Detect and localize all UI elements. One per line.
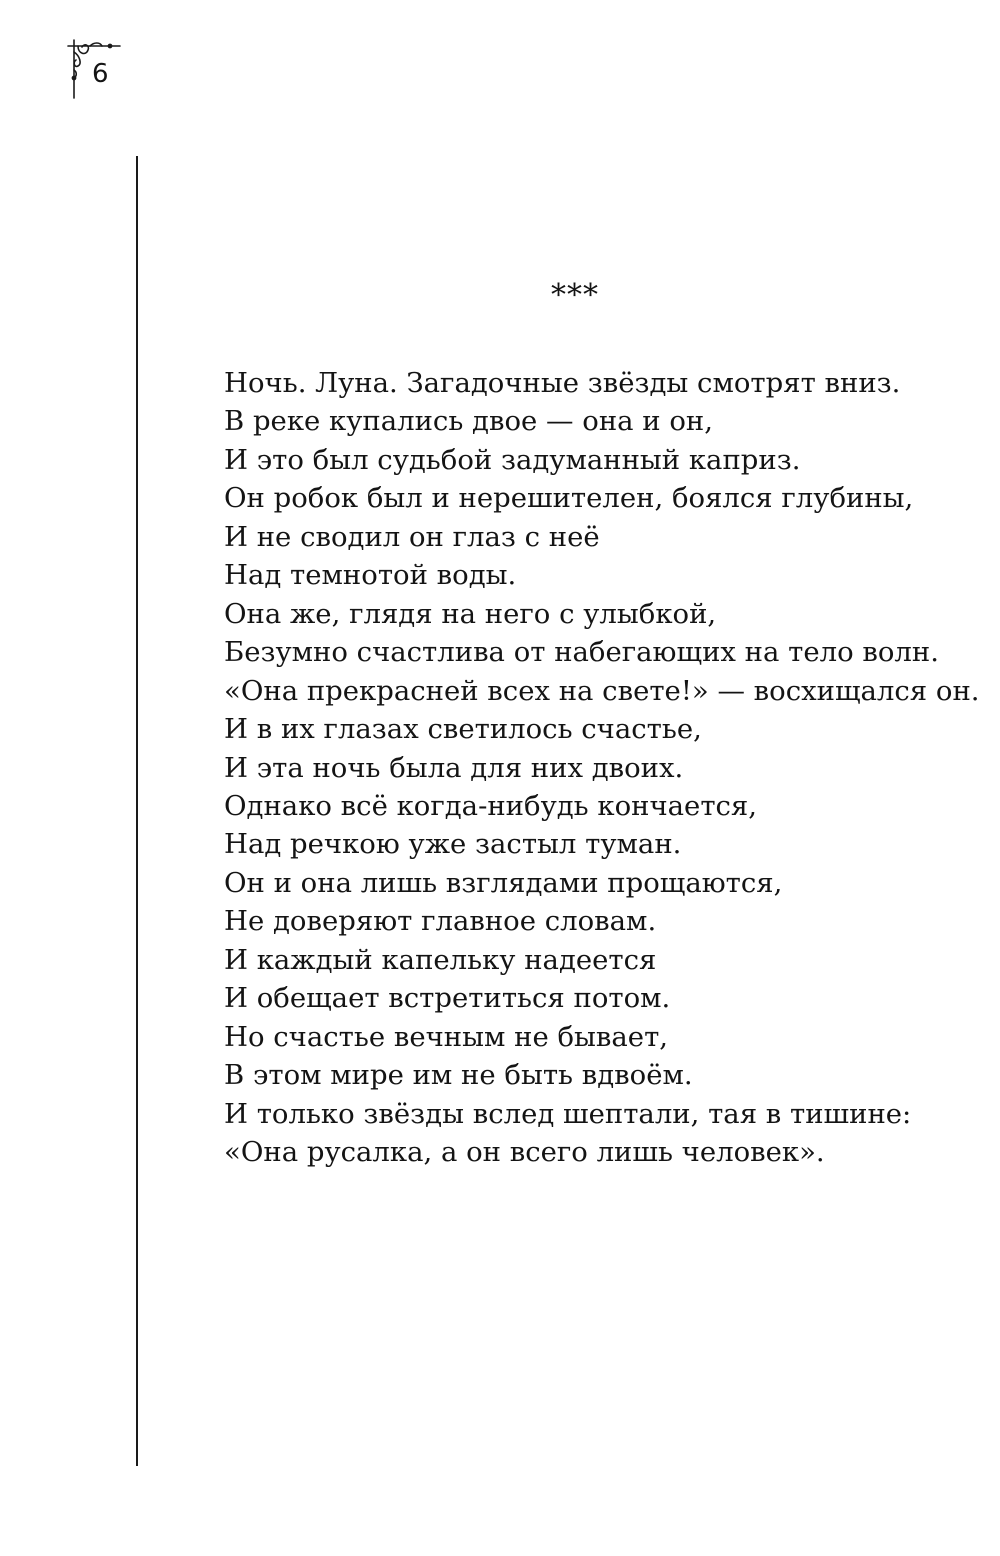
poem-line: Над темнотой воды. — [224, 559, 517, 592]
poem-line: Она же, глядя на него с улыбкой, — [224, 597, 717, 630]
poem-line: «Она прекрасней всех на свете!» — восхищался он. — [224, 674, 980, 707]
poem-line: И каждый капельку надеется — [224, 943, 657, 976]
poem-line: Безумно счастлива от набегающих на тело волн. — [224, 636, 939, 669]
page-number: 6 — [92, 59, 109, 89]
poem-line: И эта ночь была для них двоих. — [224, 751, 684, 784]
poem-line: Ночь. Луна. Загадочные звёзды смотрят вниз. — [224, 367, 901, 399]
poem-line: И это был судьбой задуманный каприз. — [224, 443, 801, 476]
poem-line: Не доверяют главное словам. — [224, 905, 657, 938]
poem-line: Он робок был и нерешителен, боялся глубины, — [224, 482, 914, 515]
poem-line: В этом мире им не быть вдвоём. — [224, 1059, 693, 1092]
poem-line: Над речкою уже застыл туман. — [224, 828, 682, 861]
poem-line: «Она русалка, а он всего лишь человек». — [224, 1136, 825, 1169]
poem-line: В реке купались двое — она и он, — [224, 405, 713, 438]
poem-text — [224, 364, 980, 1172]
poem-line: И в их глазах светилось счастье, — [224, 713, 702, 746]
poem-line: Но счастье вечным не бывает, — [224, 1020, 669, 1053]
section-separator: *** — [551, 278, 599, 313]
poem-line: И не сводил он глаз с неё — [224, 520, 600, 553]
poem-line: Он и она лишь взглядами прощаются, — [224, 866, 783, 899]
margin-rule — [136, 156, 138, 1466]
poem-line: И только звёзды вслед шептали, тая в тишине: — [224, 1097, 912, 1130]
poem-line: И обещает встретиться потом. — [224, 982, 671, 1015]
poem-line: Однако всё когда-нибудь кончается, — [224, 789, 758, 822]
